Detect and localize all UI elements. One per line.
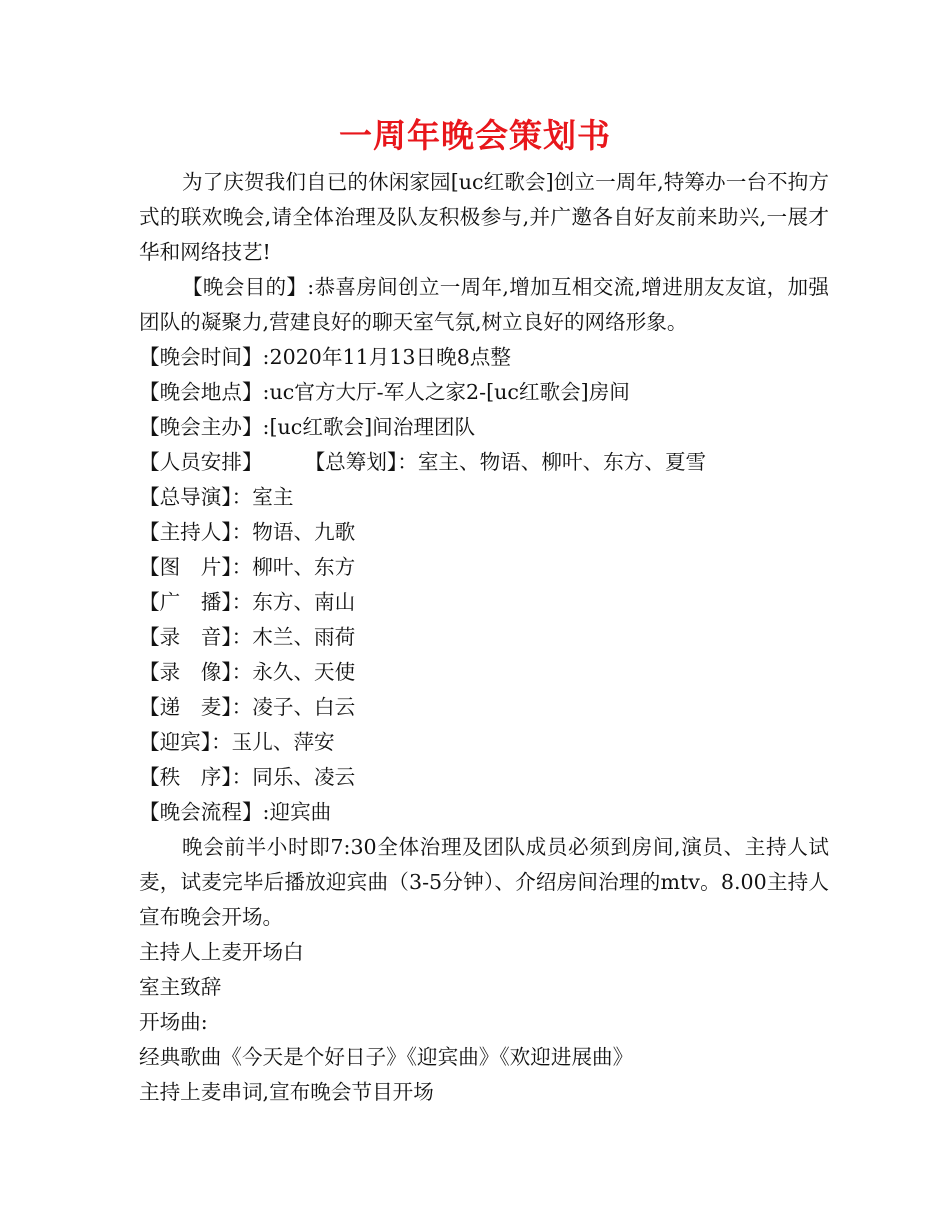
document-title: 一周年晚会策划书 bbox=[339, 116, 611, 155]
staff-item: 【主持人】：物语、九歌 bbox=[139, 520, 356, 544]
staff-item: 【递 麦】：凌子、白云 bbox=[139, 695, 356, 719]
document-body bbox=[139, 165, 829, 1110]
program-step: 经典歌曲《今天是个好日子》《迎宾曲》《欢迎进展曲》 bbox=[139, 1045, 634, 1069]
program-step: 开场曲: bbox=[139, 1010, 208, 1034]
staff-item: 【总导演】：室主 bbox=[139, 485, 294, 509]
program-step: 主持上麦串词,宣布晚会节目开场 bbox=[139, 1080, 434, 1104]
program-step: 室主致辞 bbox=[139, 975, 222, 999]
staff-arrangement-line bbox=[139, 445, 829, 480]
staff-item: 【迎宾】：玉儿、萍安 bbox=[139, 730, 335, 754]
staff-label: 【人员安排】 bbox=[139, 450, 263, 474]
program-step: 主持人上麦开场白 bbox=[139, 940, 304, 964]
time-line: 【晚会时间】:2020年11月13日晚8点整 bbox=[139, 345, 511, 369]
process-heading: 【晚会流程】:迎宾曲 bbox=[139, 800, 332, 824]
host-line: 【晚会主办】:[uc红歌会]间治理团队 bbox=[139, 415, 476, 439]
staff-item: 【录 像】：永久、天使 bbox=[139, 660, 356, 684]
intro-paragraph: 为了庆贺我们自已的休闲家园[uc红歌会]创立一周年,特筹办一台不拘方式的联欢晚会,请全体治理及队友积极参与,并广邀各自好友前来助兴,一展才华和网络技艺! bbox=[139, 170, 829, 264]
location-line: 【晚会地点】:uc官方大厅-军人之家2-[uc红歌会]房间 bbox=[139, 380, 630, 404]
process-paragraph: 晚会前半小时即7:30全体治理及团队成员必须到房间,演员、主持人试麦，试麦完毕后播放迎宾曲（3-5分钟）、介绍房间治理的mtv。8.00主持人宣布晚会开场。 bbox=[139, 835, 829, 929]
planner-text: 【总筹划】：室主、物语、柳叶、东方、夏雪 bbox=[304, 450, 707, 474]
staff-item: 【秩 序】：同乐、凌云 bbox=[139, 765, 356, 789]
staff-item: 【图 片】：柳叶、东方 bbox=[139, 555, 356, 579]
staff-item: 【录 音】：木兰、雨荷 bbox=[139, 625, 356, 649]
purpose-paragraph: 【晚会目的】:恭喜房间创立一周年,增加互相交流,增进朋友友谊，加强团队的凝聚力,营建良好的聊天室气氛,树立良好的网络形象。 bbox=[139, 275, 829, 334]
staff-item: 【广 播】：东方、南山 bbox=[139, 590, 356, 614]
